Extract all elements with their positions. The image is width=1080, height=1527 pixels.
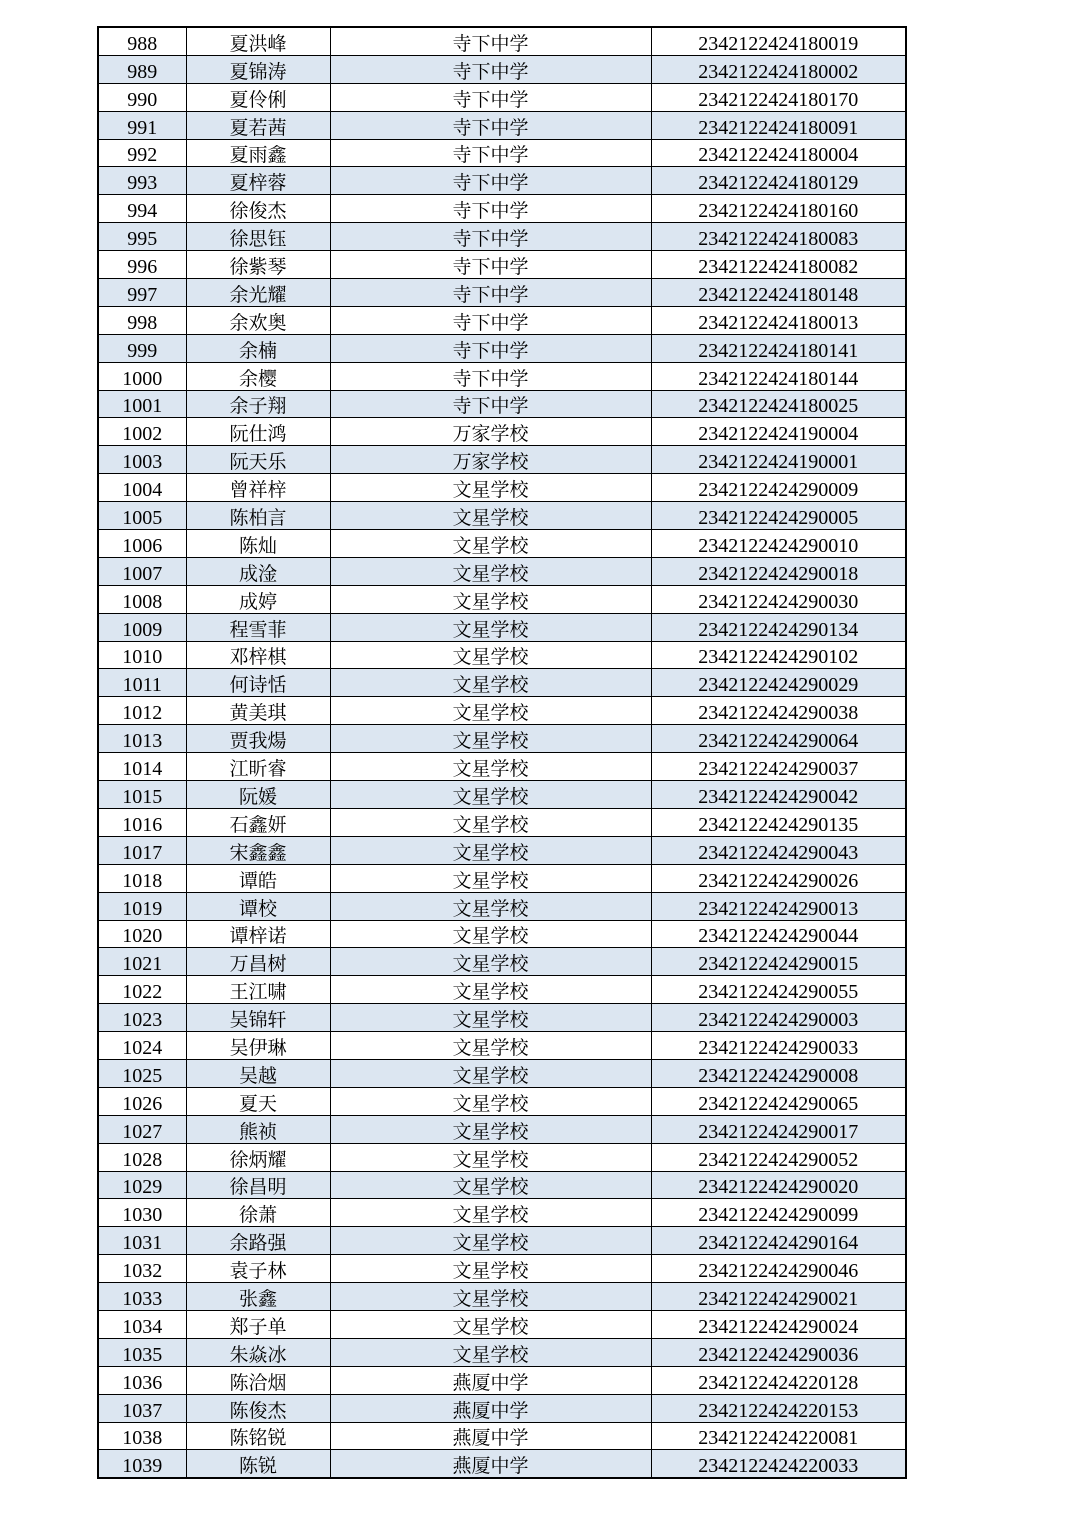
row-number-cell: 1010 (98, 641, 186, 669)
school-name-cell: 寺下中学 (330, 362, 651, 390)
school-name-cell: 燕厦中学 (330, 1366, 651, 1394)
table-row (98, 725, 906, 753)
school-name-cell: 文星学校 (330, 613, 651, 641)
table-row (98, 1199, 906, 1227)
row-number-cell: 999 (98, 334, 186, 362)
student-name-cell: 陈俊杰 (186, 1394, 330, 1422)
exam-id-cell: 2342122424290030 (651, 585, 906, 613)
row-number-cell: 1006 (98, 530, 186, 558)
school-name-cell: 文星学校 (330, 585, 651, 613)
exam-id-cell: 2342122424290135 (651, 808, 906, 836)
student-name-cell: 谭皓 (186, 864, 330, 892)
student-roster-table (97, 26, 907, 1479)
school-name-cell: 寺下中学 (330, 167, 651, 195)
student-name-cell: 夏天 (186, 1087, 330, 1115)
student-name-cell: 谭校 (186, 892, 330, 920)
student-name-cell: 余樱 (186, 362, 330, 390)
exam-id-cell: 2342122424220033 (651, 1450, 906, 1478)
row-number-cell: 1011 (98, 669, 186, 697)
table-row (98, 418, 906, 446)
exam-id-cell: 2342122424180144 (651, 362, 906, 390)
row-number-cell: 1012 (98, 697, 186, 725)
exam-id-cell: 2342122424190001 (651, 446, 906, 474)
row-number-cell: 1015 (98, 781, 186, 809)
exam-id-cell: 2342122424290015 (651, 948, 906, 976)
row-number-cell: 1013 (98, 725, 186, 753)
student-name-cell: 陈洽烟 (186, 1366, 330, 1394)
student-name-cell: 夏雨鑫 (186, 139, 330, 167)
exam-id-cell: 2342122424290024 (651, 1310, 906, 1338)
row-number-cell: 1033 (98, 1283, 186, 1311)
row-number-cell: 1009 (98, 613, 186, 641)
school-name-cell: 文星学校 (330, 948, 651, 976)
table-row (98, 195, 906, 223)
row-number-cell: 1004 (98, 474, 186, 502)
table-row (98, 836, 906, 864)
row-number-cell: 1030 (98, 1199, 186, 1227)
table-row (98, 1450, 906, 1478)
student-name-cell: 宋鑫鑫 (186, 836, 330, 864)
student-name-cell: 郑子单 (186, 1310, 330, 1338)
exam-id-cell: 2342122424290009 (651, 474, 906, 502)
table-row (98, 1171, 906, 1199)
table-row (98, 167, 906, 195)
table-row (98, 362, 906, 390)
row-number-cell: 1027 (98, 1115, 186, 1143)
school-name-cell: 文星学校 (330, 1059, 651, 1087)
exam-id-cell: 2342122424290026 (651, 864, 906, 892)
student-name-cell: 余楠 (186, 334, 330, 362)
student-name-cell: 余路强 (186, 1227, 330, 1255)
student-name-cell: 黄美琪 (186, 697, 330, 725)
student-name-cell: 徐俊杰 (186, 195, 330, 223)
row-number-cell: 1018 (98, 864, 186, 892)
student-name-cell: 吴越 (186, 1059, 330, 1087)
exam-id-cell: 2342122424220128 (651, 1366, 906, 1394)
school-name-cell: 寺下中学 (330, 27, 651, 55)
table-row (98, 697, 906, 725)
row-number-cell: 1024 (98, 1032, 186, 1060)
roster-body (98, 27, 906, 1478)
exam-id-cell: 2342122424190004 (651, 418, 906, 446)
exam-id-cell: 2342122424220153 (651, 1394, 906, 1422)
table-row (98, 1255, 906, 1283)
school-name-cell: 文星学校 (330, 808, 651, 836)
exam-id-cell: 2342122424290055 (651, 976, 906, 1004)
school-name-cell: 文星学校 (330, 920, 651, 948)
student-name-cell: 阮媛 (186, 781, 330, 809)
exam-id-cell: 2342122424180141 (651, 334, 906, 362)
row-number-cell: 1032 (98, 1255, 186, 1283)
school-name-cell: 文星学校 (330, 641, 651, 669)
school-name-cell: 寺下中学 (330, 223, 651, 251)
exam-id-cell: 2342122424290134 (651, 613, 906, 641)
table-row (98, 781, 906, 809)
row-number-cell: 1008 (98, 585, 186, 613)
exam-id-cell: 2342122424290010 (651, 530, 906, 558)
exam-id-cell: 2342122424180082 (651, 251, 906, 279)
exam-id-cell: 2342122424290029 (651, 669, 906, 697)
table-row (98, 1143, 906, 1171)
student-name-cell: 阮仕鸿 (186, 418, 330, 446)
table-row (98, 1394, 906, 1422)
table-row (98, 1338, 906, 1366)
school-name-cell: 文星学校 (330, 1143, 651, 1171)
exam-id-cell: 2342122424180002 (651, 55, 906, 83)
exam-id-cell: 2342122424290037 (651, 753, 906, 781)
table-row (98, 613, 906, 641)
table-row (98, 1366, 906, 1394)
row-number-cell: 990 (98, 83, 186, 111)
row-number-cell: 1019 (98, 892, 186, 920)
student-name-cell: 余光耀 (186, 279, 330, 307)
table-row (98, 446, 906, 474)
row-number-cell: 996 (98, 251, 186, 279)
school-name-cell: 文星学校 (330, 530, 651, 558)
exam-id-cell: 2342122424290065 (651, 1087, 906, 1115)
student-name-cell: 朱焱冰 (186, 1338, 330, 1366)
row-number-cell: 1022 (98, 976, 186, 1004)
table-row (98, 390, 906, 418)
exam-id-cell: 2342122424290052 (651, 1143, 906, 1171)
exam-id-cell: 2342122424180019 (651, 27, 906, 55)
school-name-cell: 文星学校 (330, 557, 651, 585)
student-name-cell: 成淦 (186, 557, 330, 585)
school-name-cell: 燕厦中学 (330, 1450, 651, 1478)
table-row (98, 753, 906, 781)
school-name-cell: 文星学校 (330, 753, 651, 781)
row-number-cell: 1001 (98, 390, 186, 418)
exam-id-cell: 2342122424290064 (651, 725, 906, 753)
row-number-cell: 1038 (98, 1422, 186, 1450)
student-name-cell: 余欢奥 (186, 306, 330, 334)
student-name-cell: 陈锐 (186, 1450, 330, 1478)
table-row (98, 55, 906, 83)
school-name-cell: 寺下中学 (330, 111, 651, 139)
table-row (98, 83, 906, 111)
row-number-cell: 1000 (98, 362, 186, 390)
student-name-cell: 夏锦涛 (186, 55, 330, 83)
table-row (98, 223, 906, 251)
student-name-cell: 夏洪峰 (186, 27, 330, 55)
school-name-cell: 燕厦中学 (330, 1422, 651, 1450)
row-number-cell: 1002 (98, 418, 186, 446)
student-name-cell: 江昕睿 (186, 753, 330, 781)
student-name-cell: 徐昌明 (186, 1171, 330, 1199)
school-name-cell: 文星学校 (330, 1310, 651, 1338)
table-row (98, 474, 906, 502)
table-row (98, 139, 906, 167)
student-name-cell: 夏伶俐 (186, 83, 330, 111)
row-number-cell: 992 (98, 139, 186, 167)
school-name-cell: 文星学校 (330, 1004, 651, 1032)
table-row (98, 1087, 906, 1115)
row-number-cell: 994 (98, 195, 186, 223)
student-name-cell: 徐炳耀 (186, 1143, 330, 1171)
table-row (98, 557, 906, 585)
student-name-cell: 余子翔 (186, 390, 330, 418)
row-number-cell: 1039 (98, 1450, 186, 1478)
school-name-cell: 寺下中学 (330, 139, 651, 167)
table-row (98, 585, 906, 613)
school-name-cell: 文星学校 (330, 1227, 651, 1255)
exam-id-cell: 2342122424290033 (651, 1032, 906, 1060)
school-name-cell: 文星学校 (330, 697, 651, 725)
row-number-cell: 988 (98, 27, 186, 55)
student-name-cell: 陈柏言 (186, 502, 330, 530)
row-number-cell: 1028 (98, 1143, 186, 1171)
row-number-cell: 1026 (98, 1087, 186, 1115)
row-number-cell: 998 (98, 306, 186, 334)
school-name-cell: 文星学校 (330, 474, 651, 502)
exam-id-cell: 2342122424290003 (651, 1004, 906, 1032)
exam-id-cell: 2342122424180091 (651, 111, 906, 139)
student-name-cell: 陈灿 (186, 530, 330, 558)
school-name-cell: 文星学校 (330, 1283, 651, 1311)
school-name-cell: 文星学校 (330, 864, 651, 892)
school-name-cell: 寺下中学 (330, 279, 651, 307)
exam-id-cell: 2342122424290008 (651, 1059, 906, 1087)
row-number-cell: 1036 (98, 1366, 186, 1394)
school-name-cell: 文星学校 (330, 502, 651, 530)
student-name-cell: 徐紫琴 (186, 251, 330, 279)
row-number-cell: 1029 (98, 1171, 186, 1199)
exam-id-cell: 2342122424180148 (651, 279, 906, 307)
exam-id-cell: 2342122424290013 (651, 892, 906, 920)
exam-id-cell: 2342122424220081 (651, 1422, 906, 1450)
exam-id-cell: 2342122424180129 (651, 167, 906, 195)
table-row (98, 251, 906, 279)
table-row (98, 976, 906, 1004)
student-name-cell: 陈铭锐 (186, 1422, 330, 1450)
table-row (98, 1310, 906, 1338)
table-row (98, 279, 906, 307)
row-number-cell: 1003 (98, 446, 186, 474)
row-number-cell: 1034 (98, 1310, 186, 1338)
row-number-cell: 991 (98, 111, 186, 139)
student-name-cell: 熊祯 (186, 1115, 330, 1143)
row-number-cell: 1007 (98, 557, 186, 585)
student-name-cell: 程雪菲 (186, 613, 330, 641)
school-name-cell: 文星学校 (330, 1255, 651, 1283)
table-row (98, 948, 906, 976)
school-name-cell: 文星学校 (330, 1338, 651, 1366)
table-row (98, 27, 906, 55)
table-row (98, 669, 906, 697)
school-name-cell: 文星学校 (330, 1115, 651, 1143)
row-number-cell: 1023 (98, 1004, 186, 1032)
exam-id-cell: 2342122424180004 (651, 139, 906, 167)
school-name-cell: 寺下中学 (330, 390, 651, 418)
student-name-cell: 贾我煬 (186, 725, 330, 753)
row-number-cell: 997 (98, 279, 186, 307)
student-name-cell: 吴伊琳 (186, 1032, 330, 1060)
table-row (98, 808, 906, 836)
table-row (98, 864, 906, 892)
table-row (98, 1227, 906, 1255)
table-row (98, 1422, 906, 1450)
school-name-cell: 万家学校 (330, 446, 651, 474)
table-row (98, 334, 906, 362)
exam-id-cell: 2342122424180170 (651, 83, 906, 111)
exam-id-cell: 2342122424290017 (651, 1115, 906, 1143)
table-row (98, 502, 906, 530)
student-name-cell: 夏梓蓉 (186, 167, 330, 195)
row-number-cell: 1005 (98, 502, 186, 530)
school-name-cell: 文星学校 (330, 781, 651, 809)
table-row (98, 1032, 906, 1060)
exam-id-cell: 2342122424180013 (651, 306, 906, 334)
exam-id-cell: 2342122424290018 (651, 557, 906, 585)
table-row (98, 1283, 906, 1311)
school-name-cell: 文星学校 (330, 725, 651, 753)
row-number-cell: 995 (98, 223, 186, 251)
school-name-cell: 寺下中学 (330, 55, 651, 83)
school-name-cell: 寺下中学 (330, 83, 651, 111)
row-number-cell: 1031 (98, 1227, 186, 1255)
student-name-cell: 阮天乐 (186, 446, 330, 474)
row-number-cell: 1035 (98, 1338, 186, 1366)
row-number-cell: 1016 (98, 808, 186, 836)
student-name-cell: 徐思钰 (186, 223, 330, 251)
exam-id-cell: 2342122424180025 (651, 390, 906, 418)
row-number-cell: 1017 (98, 836, 186, 864)
student-name-cell: 张鑫 (186, 1283, 330, 1311)
table-row (98, 306, 906, 334)
school-name-cell: 文星学校 (330, 1199, 651, 1227)
exam-id-cell: 2342122424180083 (651, 223, 906, 251)
school-name-cell: 燕厦中学 (330, 1394, 651, 1422)
exam-id-cell: 2342122424290044 (651, 920, 906, 948)
school-name-cell: 文星学校 (330, 976, 651, 1004)
student-name-cell: 王江啸 (186, 976, 330, 1004)
school-name-cell: 万家学校 (330, 418, 651, 446)
student-name-cell: 夏若茜 (186, 111, 330, 139)
exam-id-cell: 2342122424290036 (651, 1338, 906, 1366)
table-row (98, 530, 906, 558)
student-name-cell: 徐萧 (186, 1199, 330, 1227)
exam-id-cell: 2342122424290042 (651, 781, 906, 809)
table-row (98, 920, 906, 948)
exam-id-cell: 2342122424290102 (651, 641, 906, 669)
student-name-cell: 袁子林 (186, 1255, 330, 1283)
student-name-cell: 邓梓棋 (186, 641, 330, 669)
row-number-cell: 993 (98, 167, 186, 195)
student-name-cell: 曾祥梓 (186, 474, 330, 502)
school-name-cell: 寺下中学 (330, 306, 651, 334)
exam-id-cell: 2342122424290164 (651, 1227, 906, 1255)
table-row (98, 1004, 906, 1032)
exam-id-cell: 2342122424290021 (651, 1283, 906, 1311)
row-number-cell: 989 (98, 55, 186, 83)
table-row (98, 892, 906, 920)
school-name-cell: 文星学校 (330, 836, 651, 864)
exam-id-cell: 2342122424290046 (651, 1255, 906, 1283)
exam-id-cell: 2342122424290043 (651, 836, 906, 864)
student-name-cell: 石鑫妍 (186, 808, 330, 836)
student-name-cell: 万昌树 (186, 948, 330, 976)
row-number-cell: 1014 (98, 753, 186, 781)
row-number-cell: 1020 (98, 920, 186, 948)
school-name-cell: 文星学校 (330, 1087, 651, 1115)
row-number-cell: 1037 (98, 1394, 186, 1422)
exam-id-cell: 2342122424290099 (651, 1199, 906, 1227)
table-row (98, 1115, 906, 1143)
school-name-cell: 寺下中学 (330, 195, 651, 223)
school-name-cell: 文星学校 (330, 892, 651, 920)
school-name-cell: 文星学校 (330, 669, 651, 697)
exam-id-cell: 2342122424290005 (651, 502, 906, 530)
school-name-cell: 寺下中学 (330, 251, 651, 279)
table-row (98, 111, 906, 139)
school-name-cell: 寺下中学 (330, 334, 651, 362)
row-number-cell: 1025 (98, 1059, 186, 1087)
school-name-cell: 文星学校 (330, 1032, 651, 1060)
exam-id-cell: 2342122424290038 (651, 697, 906, 725)
student-name-cell: 何诗恬 (186, 669, 330, 697)
exam-id-cell: 2342122424290020 (651, 1171, 906, 1199)
student-name-cell: 吴锦轩 (186, 1004, 330, 1032)
school-name-cell: 文星学校 (330, 1171, 651, 1199)
row-number-cell: 1021 (98, 948, 186, 976)
student-name-cell: 谭梓诺 (186, 920, 330, 948)
table-row (98, 1059, 906, 1087)
student-name-cell: 成婷 (186, 585, 330, 613)
table-row (98, 641, 906, 669)
exam-id-cell: 2342122424180160 (651, 195, 906, 223)
